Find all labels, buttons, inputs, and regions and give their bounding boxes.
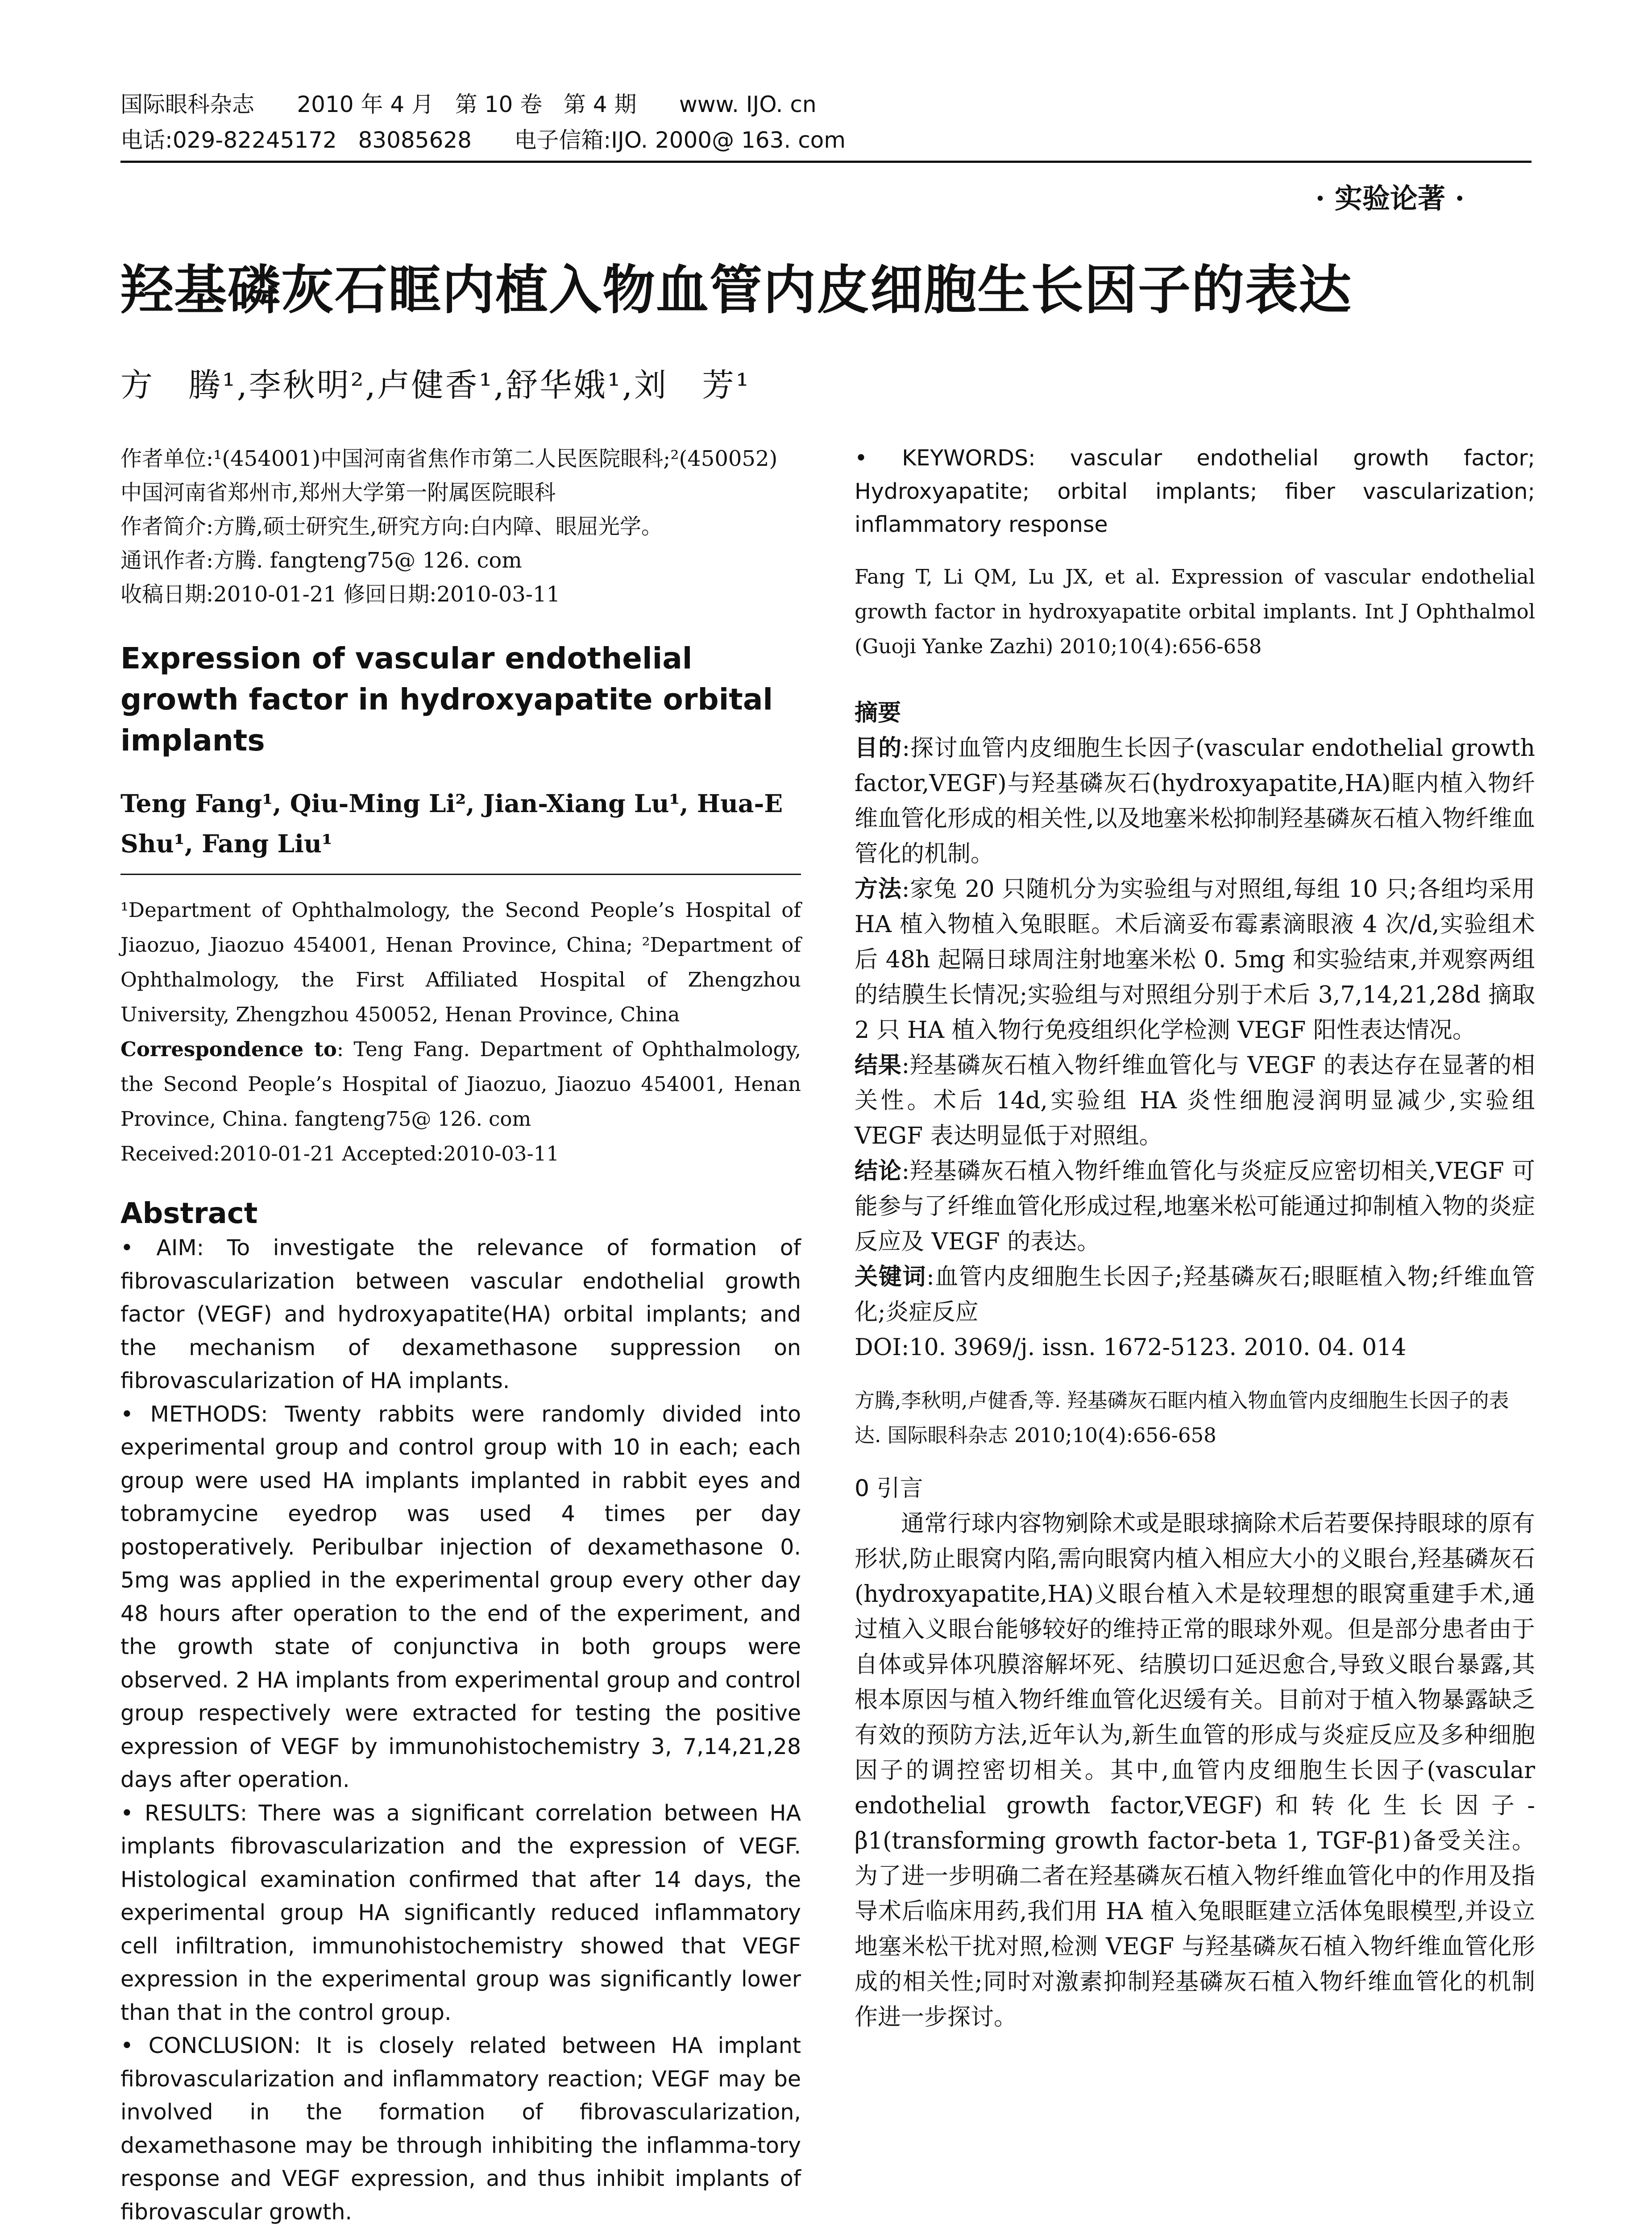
methods-label: • METHODS <box>120 1401 261 1427</box>
left-column <box>120 442 801 2229</box>
cn-affiliation-2: 中国河南省郑州市,郑州大学第一附属医院眼科 <box>120 480 556 505</box>
keywords-label: • KEYWORDS <box>855 445 1029 471</box>
journal-header <box>120 89 1532 155</box>
cn-abstract-heading: 摘要 <box>855 699 901 726</box>
abstract-conclusion <box>120 2029 801 2229</box>
cn-dates: 收稿日期:2010-01-21 修回日期:2010-03-11 <box>120 582 560 607</box>
english-authors: Teng Fang¹, Qiu-Ming Li², Jian-Xiang Lu¹, Hua-E Shu¹, Fang Liu¹ <box>120 789 783 858</box>
aim-label: • AIM <box>120 1235 197 1261</box>
phone: 电话:029-82245172 83085628 <box>120 127 472 153</box>
header-rule <box>120 161 1532 163</box>
abstract-results <box>120 1797 801 2030</box>
website: www. IJO. cn <box>679 91 817 117</box>
doi: DOI:10. 3969/j. issn. 1672-5123. 2010. 04. 014 <box>855 1334 1407 1361</box>
email: 电子信箱:IJO. 2000@ 163. com <box>514 127 846 153</box>
keywords <box>855 442 1535 542</box>
cn-results-label: 结果 <box>855 1052 902 1079</box>
english-correspondence <box>120 1032 801 1136</box>
cn-methods-text: :家兔 20 只随机分为实验组与对照组,每组 10 只;各组均采用 HA 植入物植入兔眼眶。术后滴妥布霉素滴眼液 4 次/d,实验组术后 48h 起隔日球周注射地塞米松 0. 5mg 和实验结束,并观察两组的结膜生长情况;实验组与对照组分别于术后 3,7,14,21,28d 摘取 2 只 HA 植入物行免疫组织化学检测 VEGF 阳性表达情况。 <box>855 875 1535 1044</box>
cn-results-text: :羟基磷灰石植入物纤维血管化与 VEGF 的表达存在显著的相关性。术后 14d,实验组 HA 炎性细胞浸润明显减少,实验组 VEGF 表达明显低于对照组。 <box>855 1052 1535 1149</box>
section-tag: · 实验论著 · <box>1315 182 1465 215</box>
issue-info: 2010 年 4 月 第 10 卷 第 4 期 <box>297 91 637 117</box>
abstract-methods <box>120 1398 801 1797</box>
conclusion-label: • CONCLUSION <box>120 2033 294 2058</box>
cn-conclusion-text: :羟基磷灰石植入物纤维血管化与炎症反应密切相关,VEGF 可能参与了纤维血管化形成过程,地塞米松可能通过抑制植入物的炎症反应及 VEGF 的表达。 <box>855 1157 1535 1255</box>
chinese-authors: 方 腾¹,李秋明²,卢健香¹,舒华娥¹,刘 芳¹ <box>120 366 751 404</box>
aim-text: : To investigate the relevance of formation of fibrovascularization between vascular endothelial growth factor (VEGF) and hydroxyapatite(HA) orbital implants; and the mechanism of dexamethasone suppression on fibrovascularization of HA implants. <box>120 1235 801 1393</box>
keywords-text: : vascular endothelial growth factor; Hydroxyapatite; orbital implants; fiber vascularization; inflammatory response <box>855 445 1536 537</box>
cn-aim-label: 目的 <box>855 734 902 762</box>
header-line-2 <box>120 125 1532 155</box>
cn-aim-text: :探讨血管内皮细胞生长因子(vascular endothelial growth factor,VEGF)与羟基磷灰石(hydroxyapatite,HA)眶内植入物纤维血管化形成的相关性,以及地塞米松抑制羟基磷灰石植入物纤维血管化的机制。 <box>855 734 1535 867</box>
english-dates: Received:2010-01-21 Accepted:2010-03-11 <box>120 1142 559 1165</box>
abstract-heading: Abstract <box>120 1197 258 1230</box>
abstract-aim <box>120 1232 801 1398</box>
conclusion-text: : It is closely related between HA implant fibrovascularization and inflammatory reaction; VEGF may be involved in the formation of fibrovascularization, dexamethasone may be through inhibiting the inflamma-tory response and VEGF expression, and thus inhibit implants of fibrovascular growth. <box>120 2033 801 2225</box>
cn-abstract-results <box>855 1048 1535 1154</box>
author-divider <box>120 874 801 875</box>
intro-text: 通常行球内容物剜除术或是眼球摘除术后若要保持眼球的原有形状,防止眼窝内陷,需向眼窝内植入相应大小的义眼台,羟基磷灰石(hydroxyapatite,HA)义眼台植入术是较理想的眼窝重建手术,通过植入义眼台能够较好的维持正常的眼球外观。但是部分患者由于自体或异体巩膜溶解坏死、结膜切口延迟愈合,导致义眼台暴露,其根本原因与植入物纤维血管化迟缓有关。目前对于植入物暴露缺乏有效的预防方法,近年认为,新生血管的形成与炎症反应及多种细胞因子的调控密切相关。其中,血管内皮细胞生长因子(vascular endothelial growth factor,VEGF)和转化生长因子-β1(transforming growth factor-beta 1, TGF-β1)备受关注。为了进一步明确二者在羟基磷灰石植入物纤维血管化中的作用及指导术后临床用药,我们用 HA 植入兔眼眶建立活体兔眼模型,并设立地塞米松干扰对照,检测 VEGF 与羟基磷灰石植入物纤维血管化形成的相关性;同时对激素抑制羟基磷灰石植入物纤维血管化的机制作进一步探讨。 <box>855 1510 1535 2031</box>
english-citation: Fang T, Li QM, Lu JX, et al. Expression of vascular endothelial growth factor in hydroxyapatite orbital implants. Int J Ophthalmol (Guoji Yanke Zazhi) 2010;10(4):656-658 <box>855 564 1535 658</box>
methods-text: : Twenty rabbits were randomly divided into experimental group and control group with 10 in each; each group were used HA implants implanted in rabbit eyes and tobramycine eyedrop was used 4 times per day postoperatively. Peribulbar injection of dexamethasone 0. 5mg was applied in the experimental group every other day 48 hours after operation to the end of the experiment, and the growth state of conjunctiva in both groups were observed. 2 HA implants from experimental group and control group respectively were extracted for testing the positive expression of VEGF by immunohistochemistry 3, 7,14,21,28 days after operation. <box>120 1401 801 1792</box>
right-column <box>855 442 1535 2035</box>
cn-abstract-aim <box>855 731 1535 872</box>
correspondence-text: : Teng Fang. Department of Ophthalmology, the Second People’s Hospital of Jiaozuo, Jiaozuo 454001, Henan Province, China. fangteng75@ 126. com <box>120 1037 801 1131</box>
chinese-title: 羟基磷灰石眶内植入物血管内皮细胞生长因子的表达 <box>120 259 1353 321</box>
cn-citation: 方腾,李秋明,卢健香,等. 羟基磷灰石眶内植入物血管内皮细胞生长因子的表达. 国际眼科杂志 2010;10(4):656-658 <box>855 1388 1509 1447</box>
results-label: • RESULTS <box>120 1800 240 1826</box>
cn-methods-label: 方法 <box>855 875 902 903</box>
header-line-1 <box>120 89 1532 120</box>
cn-keywords <box>855 1260 1535 1330</box>
english-title: Expression of vascular endothelial growth factor in hydroxyapatite orbital implants <box>120 641 773 758</box>
results-text: : There was a significant correlation between HA implants fibrovascularization and the expression of VEGF. Histological examination confirmed that after 14 days, the experimental group HA significantly reduced inflammatory cell infiltration, immunohistochemistry showed that VEGF expression in the experimental group was significantly lower than that in the control group. <box>120 1800 801 2025</box>
journal-name: 国际眼科杂志 <box>120 91 254 117</box>
cn-keywords-text: :血管内皮细胞生长因子;羟基磷灰石;眼眶植入物;纤维血管化;炎症反应 <box>855 1263 1535 1326</box>
cn-affiliation-1: 作者单位:¹(454001)中国河南省焦作市第二人民医院眼科;²(450052) <box>120 446 778 471</box>
english-affiliations: ¹Department of Ophthalmology, the Second People’s Hospital of Jiaozuo, Jiaozuo 454001, Henan Province, China; ²Department of Ophthalmology, the First Affiliated Hospital of Zhengzhou University, Zhengzhou 450052, Henan Province, China <box>120 898 801 1026</box>
intro-heading: 0 引言 <box>855 1475 923 1502</box>
cn-author-bio: 作者简介:方腾,硕士研究生,研究方向:白内障、眼屈光学。 <box>120 514 663 539</box>
cn-conclusion-label: 结论 <box>855 1157 902 1185</box>
cn-keywords-label: 关键词 <box>855 1263 927 1290</box>
cn-abstract-methods <box>855 872 1535 1048</box>
correspondence-label: Correspondence to <box>120 1037 337 1061</box>
cn-correspondence: 通讯作者:方腾. fangteng75@ 126. com <box>120 548 522 573</box>
cn-abstract-conclusion <box>855 1154 1535 1260</box>
